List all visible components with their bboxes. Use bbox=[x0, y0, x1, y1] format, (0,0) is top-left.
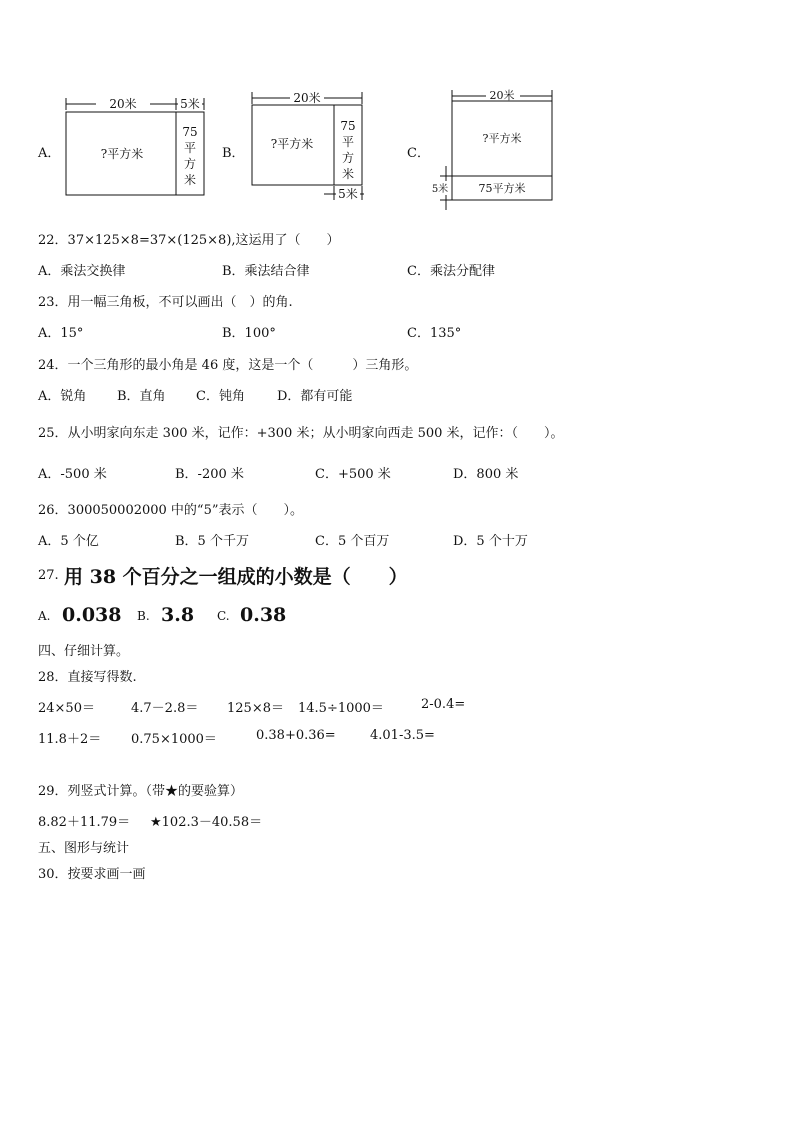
q29-item: ★102.3－40.58＝ bbox=[150, 815, 263, 830]
section-5-heading: 五、图形与统计 bbox=[38, 841, 130, 856]
q25-option-d: D．800 米 bbox=[453, 467, 519, 482]
q24-option-c: C．钝角 bbox=[196, 389, 245, 404]
figure-a-right-char-3: 米 bbox=[183, 173, 197, 187]
figure-b-left-area: ?平方米 bbox=[270, 137, 314, 151]
question-23: 23．用一幅三角板，不可以画出（ ）的角. bbox=[38, 295, 293, 310]
figure-b-right-char-1: 平 bbox=[341, 135, 355, 149]
q25-option-a: A．-500 米 bbox=[38, 467, 107, 482]
figure-c-bottom-area: 75平方米 bbox=[478, 182, 526, 195]
q22-option-b: B．乘法结合律 bbox=[222, 264, 310, 279]
figure-a-top-dim-left: 20米 bbox=[109, 97, 137, 111]
q23-option-b: B．100° bbox=[222, 326, 276, 341]
figure-a bbox=[60, 94, 210, 200]
figure-a-right-char-2: 方 bbox=[183, 157, 197, 171]
q22-option-c: C．乘法分配律 bbox=[407, 264, 495, 279]
figure-c bbox=[428, 86, 558, 212]
figure-c-top-area: ?平方米 bbox=[482, 132, 522, 145]
q22-option-a: A．乘法交换律 bbox=[38, 264, 126, 279]
section-4-heading: 四、仔细计算。 bbox=[38, 644, 130, 659]
q28-item: 24×50＝ bbox=[38, 701, 95, 716]
q26-option-b: B．5 个千万 bbox=[175, 534, 249, 549]
figure-c-top-dim: 20米 bbox=[489, 89, 515, 102]
q28-item: 14.5÷1000＝ bbox=[298, 701, 384, 716]
q26-option-c: C．5 个百万 bbox=[315, 534, 390, 549]
q28-item: 4.01-3.5= bbox=[370, 728, 435, 743]
figure-b-top-dim: 20米 bbox=[293, 91, 321, 105]
figure-b-right-char-0: 75 bbox=[340, 119, 356, 133]
figure-b-right-char-2: 方 bbox=[341, 151, 355, 165]
q28-item: 0.38+0.36= bbox=[256, 728, 336, 743]
q27-option-b-letter: B. bbox=[137, 609, 150, 623]
figure-a-right-char-0: 75 bbox=[182, 125, 198, 139]
question-30: 30．按要求画一画 bbox=[38, 867, 146, 882]
figure-b-bottom-dim: 5米 bbox=[338, 187, 358, 201]
q25-option-c: C．+500 米 bbox=[315, 467, 391, 482]
question-28: 28．直接写得数. bbox=[38, 670, 137, 685]
figure-a-top-dim-right: 5米 bbox=[180, 97, 200, 111]
question-24: 24．一个三角形的最小角是 46 度，这是一个（ ）三角形。 bbox=[38, 358, 418, 373]
question-29: 29．列竖式计算。（带★的要验算） bbox=[38, 784, 244, 799]
figure-c-side-dim: 5米 bbox=[431, 184, 449, 195]
q24-option-d: D．都有可能 bbox=[277, 389, 353, 404]
option-b-label: B． bbox=[222, 146, 245, 161]
figure-b bbox=[246, 88, 366, 203]
question-22: 22．37×125×8=37×(125×8),这运用了（ ） bbox=[38, 233, 340, 248]
q26-option-a: A．5 个亿 bbox=[38, 534, 99, 549]
q28-item: 0.75×1000＝ bbox=[131, 732, 217, 747]
question-27: 用 38 个百分之一组成的小数是（ ） bbox=[64, 566, 408, 588]
q27-option-b-value: 3.8 bbox=[161, 604, 195, 626]
q25-option-b: B．-200 米 bbox=[175, 467, 244, 482]
q23-option-a: A．15° bbox=[38, 326, 84, 341]
question-25: 25．从小明家向东走 300 米，记作：+300 米；从小明家向西走 500 米，记作：（ ）。 bbox=[38, 426, 564, 441]
q29-item: 8.82＋11.79＝ bbox=[38, 815, 131, 830]
q23-option-c: C．135° bbox=[407, 326, 462, 341]
q27-option-c-letter: C. bbox=[217, 609, 230, 623]
figure-a-right-char-1: 平 bbox=[183, 141, 197, 155]
q26-option-d: D．5 个十万 bbox=[453, 534, 528, 549]
question-27-number: 27. bbox=[38, 568, 59, 583]
figure-b-right-char-3: 米 bbox=[341, 167, 355, 181]
question-26: 26．300050002000 中的“5”表示（ ）。 bbox=[38, 503, 303, 518]
q28-item: 4.7－2.8＝ bbox=[131, 701, 199, 716]
q27-option-a-letter: A. bbox=[38, 609, 51, 623]
q28-item: 11.8＋2＝ bbox=[38, 732, 102, 747]
q28-item: 2-0.4= bbox=[421, 697, 466, 712]
q24-option-a: A．锐角 bbox=[38, 389, 87, 404]
q28-item: 125×8＝ bbox=[227, 701, 284, 716]
q24-option-b: B．直角 bbox=[117, 389, 166, 404]
q27-option-a-value: 0.038 bbox=[62, 604, 122, 626]
option-a-label: A． bbox=[38, 146, 61, 161]
q27-option-c-value: 0.38 bbox=[240, 604, 287, 626]
figure-a-left-area: ?平方米 bbox=[100, 147, 144, 161]
option-c-label: C． bbox=[407, 146, 430, 161]
